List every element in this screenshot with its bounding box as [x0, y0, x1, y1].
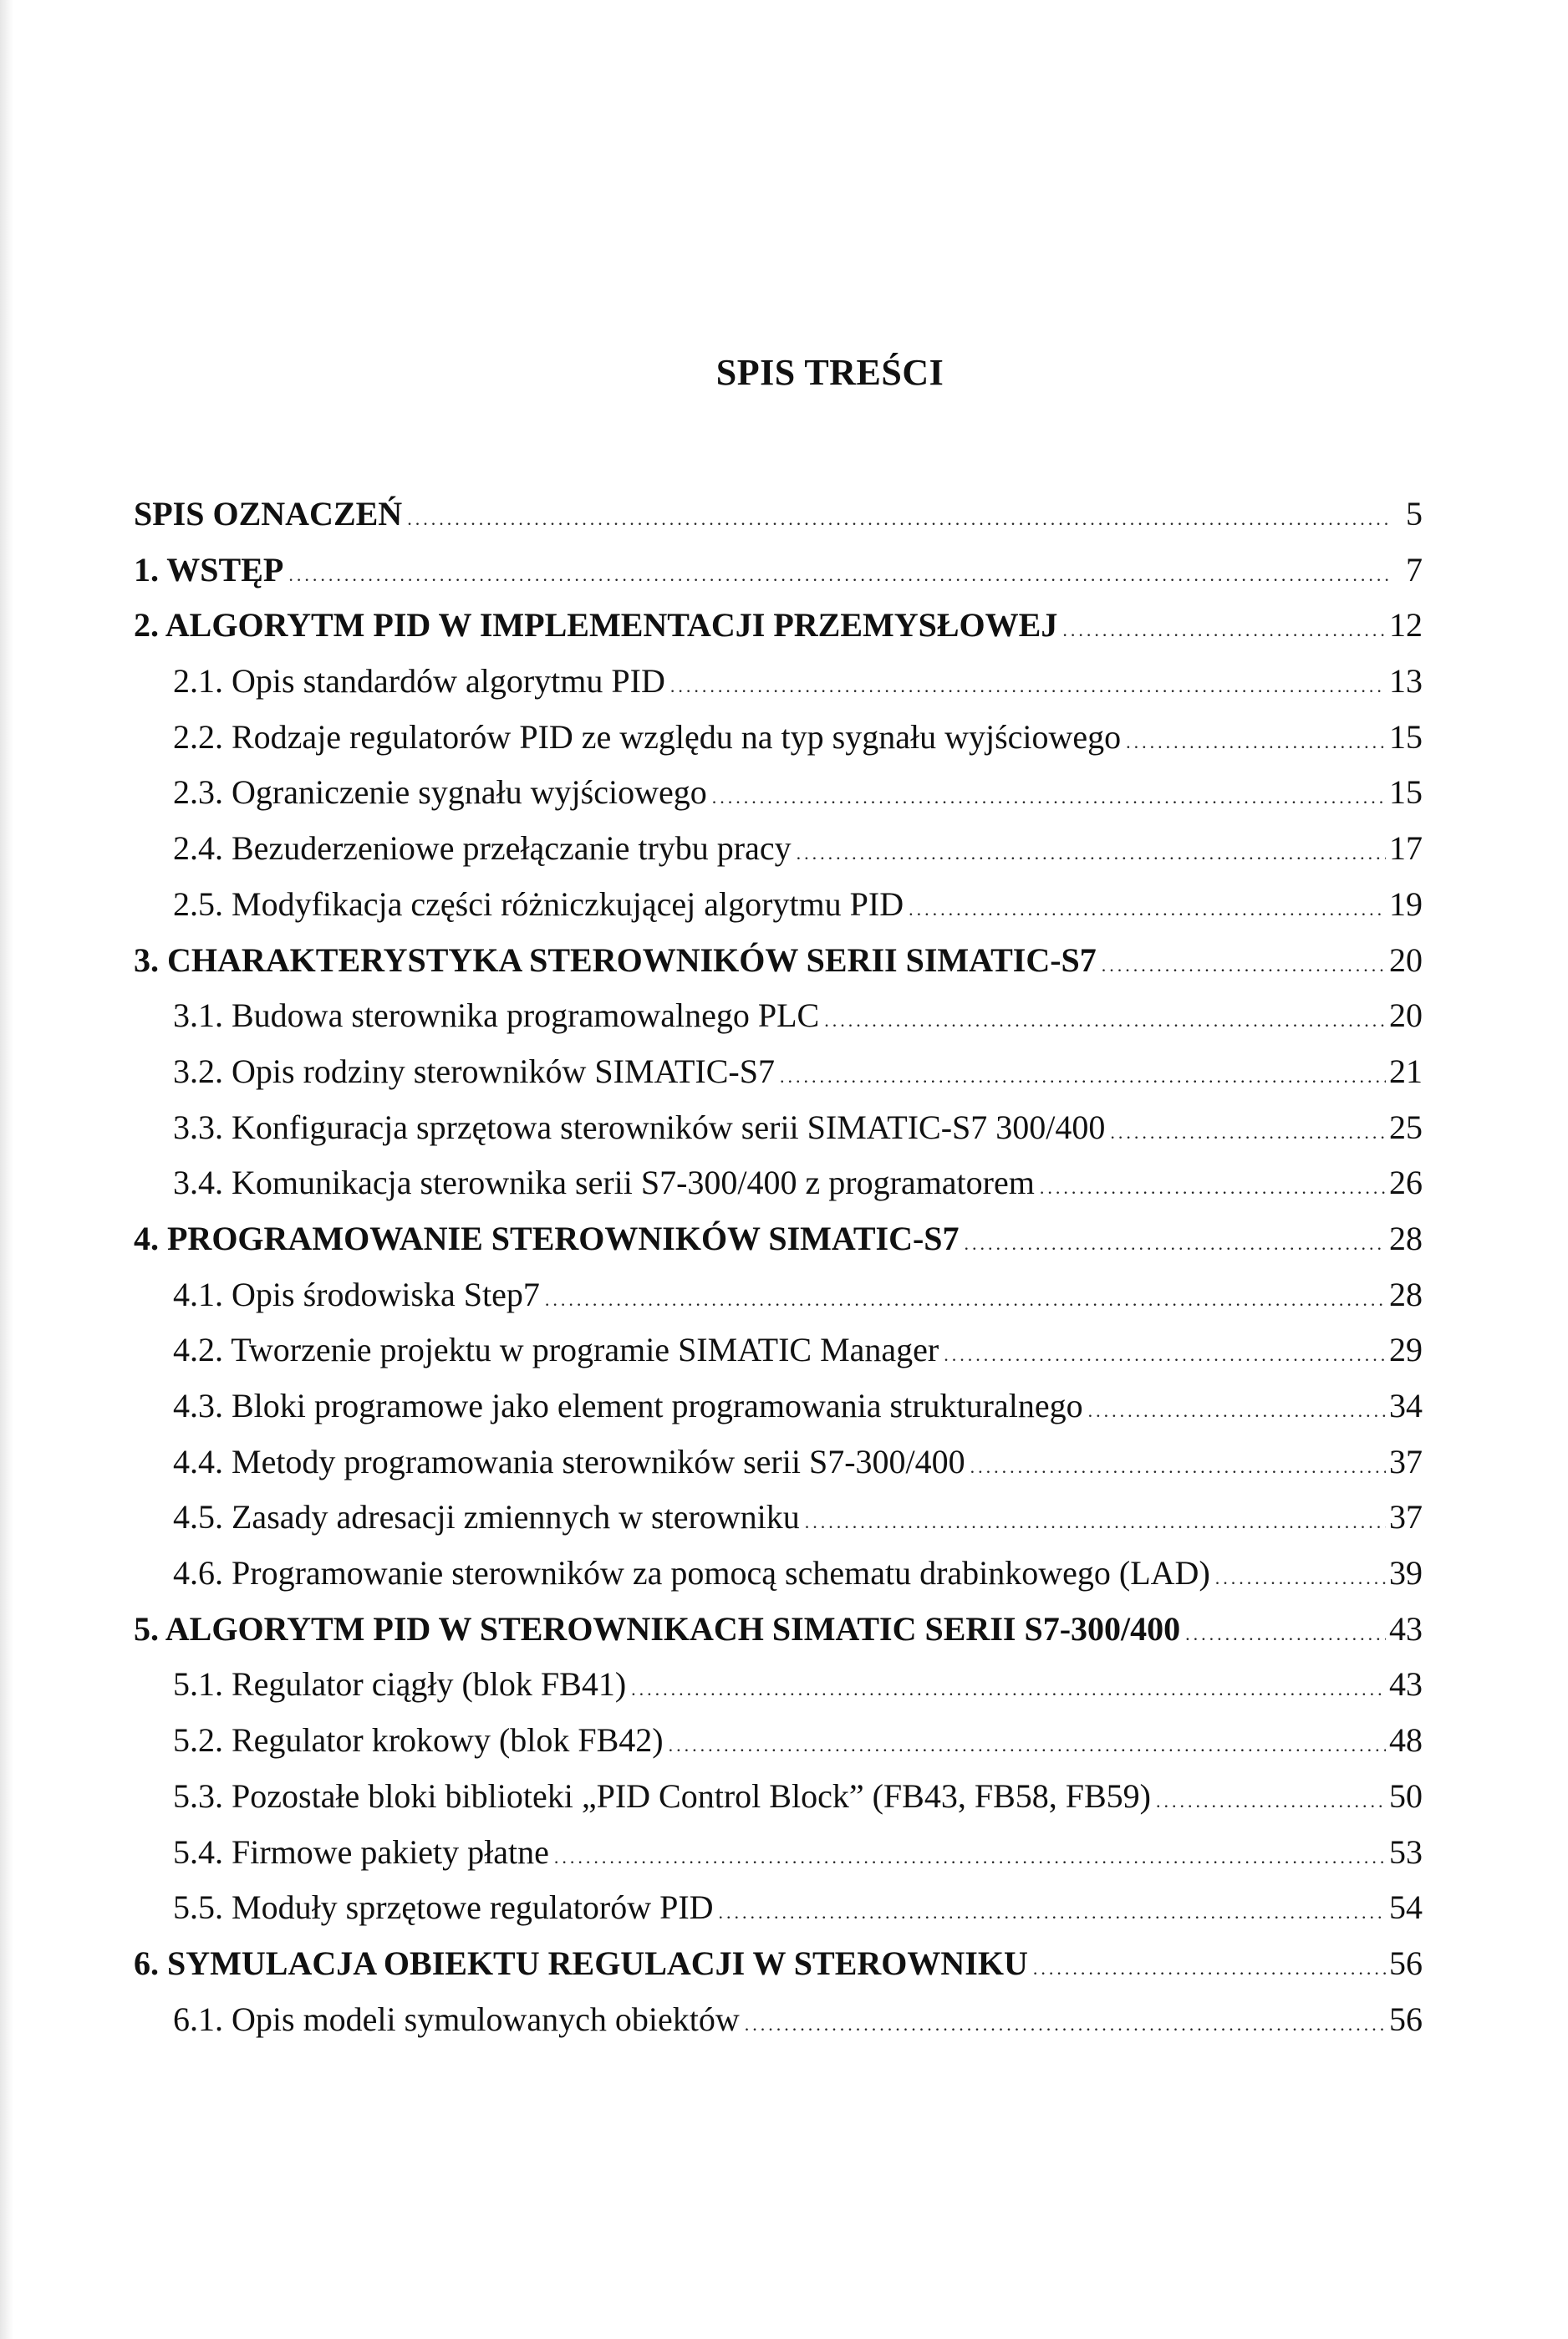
toc-entry-title: 5. ALGORYTM PID W STEROWNIKACH SIMATIC SERII S7-300/400 — [134, 1609, 1181, 1648]
toc-entry-title: 2.1. Opis standardów algorytmu PID — [173, 662, 665, 701]
toc-page-number: 26 — [1389, 1164, 1423, 1202]
toc-page-number: 13 — [1389, 662, 1423, 701]
dot-leader — [1040, 1169, 1386, 1207]
toc-section-entry — [134, 1721, 1423, 1777]
toc-page-number: 19 — [1389, 884, 1423, 923]
dot-leader — [780, 1057, 1386, 1096]
toc-entry-title: 3. CHARAKTERYSTYKA STEROWNIKÓW SERII SIMATIC-S7 — [134, 940, 1097, 979]
toc-page-number: 56 — [1389, 1944, 1423, 1982]
toc-section-entry — [134, 829, 1423, 885]
dot-leader — [1102, 946, 1386, 985]
toc-entry-title: 5.3. Pozostałe bloki biblioteki „PID Control Block” (FB43, FB58, FB59) — [173, 1776, 1151, 1815]
toc-page-number: 48 — [1389, 1721, 1423, 1760]
dot-leader — [745, 2005, 1386, 2044]
toc-section-entry — [134, 1833, 1423, 1889]
toc-entry-title: 3.3. Konfiguracja sprzętowa sterowników serii SIMATIC-S7 300/400 — [173, 1108, 1106, 1146]
toc-entry-title: 3.1. Budowa sterownika programowalnego PLC — [173, 996, 820, 1035]
toc-page-number: 5 — [1406, 495, 1423, 533]
toc-page-number: 28 — [1389, 1219, 1423, 1257]
toc-entry-title: 2.3. Ograniczenie sygnału wyjściowego — [173, 773, 707, 812]
dot-leader — [670, 667, 1386, 706]
toc-section-entry — [134, 1276, 1423, 1332]
toc-section-entry — [134, 773, 1423, 829]
toc-section-entry — [134, 1443, 1423, 1499]
table-of-contents — [134, 495, 1423, 2056]
toc-entry-title: 1. WSTĘP — [134, 550, 284, 589]
toc-entry-title: 5.4. Firmowe pakiety płatne — [173, 1832, 549, 1871]
toc-entry-title: 2. ALGORYTM PID W IMPLEMENTACJI PRZEMYSŁOWEJ — [134, 606, 1058, 645]
toc-page-number: 15 — [1389, 773, 1423, 812]
toc-entry-title: 4.4. Metody programowania sterowników serii S7-300/400 — [173, 1442, 965, 1480]
dot-leader — [1088, 1392, 1386, 1430]
toc-entry-title: 2.4. Bezuderzeniowe przełączanie trybu pracy — [173, 829, 792, 868]
dot-leader — [965, 1225, 1386, 1263]
dot-leader — [1033, 1949, 1386, 1988]
toc-page-number: 12 — [1389, 606, 1423, 645]
toc-entry-title: 3.4. Komunikacja sterownika serii S7-300/400 z programatorem — [173, 1164, 1035, 1202]
toc-page-number: 37 — [1389, 1498, 1423, 1536]
toc-chapter-entry — [134, 1944, 1423, 2000]
toc-section-entry — [134, 718, 1423, 774]
dot-leader — [1156, 1782, 1386, 1821]
toc-section-entry — [134, 1665, 1423, 1721]
toc-section-entry — [134, 1164, 1423, 1220]
dot-leader — [1062, 611, 1386, 650]
toc-page-number: 7 — [1406, 550, 1423, 589]
toc-page-number: 34 — [1389, 1387, 1423, 1424]
toc-page-number: 43 — [1389, 1609, 1423, 1648]
toc-page-number: 53 — [1389, 1832, 1423, 1871]
dot-leader — [545, 1281, 1386, 1319]
toc-chapter-entry — [134, 551, 1423, 607]
toc-section-entry — [134, 1777, 1423, 1833]
dot-leader — [554, 1838, 1386, 1877]
dot-leader — [970, 1448, 1386, 1486]
toc-page-number: 37 — [1389, 1442, 1423, 1480]
page-title: SPIS TREŚCI — [715, 352, 944, 394]
toc-chapter-entry — [134, 941, 1423, 997]
toc-page-number: 17 — [1389, 829, 1423, 868]
toc-section-entry — [134, 1331, 1423, 1387]
toc-section-entry — [134, 996, 1423, 1052]
toc-chapter-entry — [134, 495, 1423, 551]
toc-entry-title: 2.2. Rodzaje regulatorów PID ze względu na typ sygnału wyjściowego — [173, 717, 1122, 756]
dot-leader — [909, 890, 1386, 929]
dot-leader — [288, 556, 1389, 594]
toc-entry-title: 4.3. Bloki programowe jako element programowania strukturalnego — [173, 1387, 1083, 1424]
toc-entry-title: 5.2. Regulator krokowy (blok FB42) — [173, 1721, 664, 1760]
toc-chapter-entry — [134, 606, 1423, 662]
dot-leader — [669, 1726, 1386, 1765]
dot-leader — [944, 1336, 1386, 1374]
dot-leader — [631, 1670, 1386, 1709]
toc-entry-title: 4.6. Programowanie sterowników za pomocą schematu drabinkowego (LAD) — [173, 1554, 1210, 1592]
toc-page-number: 21 — [1389, 1052, 1423, 1090]
dot-leader — [712, 778, 1386, 817]
toc-entry-title: SPIS OZNACZEŃ — [134, 495, 403, 533]
dot-leader — [797, 834, 1386, 873]
toc-entry-title: 6.1. Opis modeli symulowanych obiektów — [173, 2000, 740, 2038]
toc-entry-title: 6. SYMULACJA OBIEKTU REGULACJI W STEROWNIKU — [134, 1944, 1028, 1982]
toc-page-number: 15 — [1389, 717, 1423, 756]
toc-entry-title: 4. PROGRAMOWANIE STEROWNIKÓW SIMATIC-S7 — [134, 1219, 960, 1257]
toc-section-entry — [134, 1888, 1423, 1944]
dot-leader — [407, 500, 1389, 538]
toc-page-number: 56 — [1389, 2000, 1423, 2038]
toc-section-entry — [134, 2000, 1423, 2056]
dot-leader — [805, 1503, 1386, 1541]
toc-page-number: 25 — [1389, 1108, 1423, 1146]
toc-section-entry — [134, 1052, 1423, 1108]
toc-chapter-entry — [134, 1220, 1423, 1276]
toc-entry-title: 5.5. Moduły sprzętowe regulatorów PID — [173, 1888, 714, 1927]
toc-page-number: 20 — [1389, 940, 1423, 979]
dot-leader — [719, 1893, 1386, 1932]
dot-leader — [824, 1001, 1386, 1040]
dot-leader — [1215, 1559, 1386, 1598]
toc-page-number: 20 — [1389, 996, 1423, 1035]
toc-page-number: 43 — [1389, 1665, 1423, 1704]
toc-section-entry — [134, 662, 1423, 718]
dot-leader — [1110, 1113, 1386, 1152]
toc-entry-title: 4.1. Opis środowiska Step7 — [173, 1275, 540, 1313]
toc-section-entry — [134, 1108, 1423, 1164]
toc-section-entry — [134, 1387, 1423, 1443]
dot-leader — [1185, 1615, 1386, 1654]
toc-chapter-entry — [134, 1610, 1423, 1666]
toc-entry-title: 4.5. Zasady adresacji zmiennych w sterowniku — [173, 1498, 800, 1536]
toc-page-number: 54 — [1389, 1888, 1423, 1927]
toc-page-number: 28 — [1389, 1275, 1423, 1313]
toc-entry-title: 4.2. Tworzenie projektu w programie SIMATIC Manager — [173, 1331, 939, 1369]
toc-page-number: 39 — [1389, 1554, 1423, 1592]
scan-edge-shadow — [0, 0, 13, 2339]
toc-entry-title: 5.1. Regulator ciągły (blok FB41) — [173, 1665, 627, 1704]
toc-section-entry — [134, 885, 1423, 941]
toc-entry-title: 3.2. Opis rodziny sterowników SIMATIC-S7 — [173, 1052, 775, 1090]
toc-section-entry — [134, 1498, 1423, 1554]
dot-leader — [1126, 723, 1386, 762]
toc-page-number: 29 — [1389, 1331, 1423, 1369]
toc-page-number: 50 — [1389, 1776, 1423, 1815]
toc-entry-title: 2.5. Modyfikacja części różniczkującej algorytmu PID — [173, 884, 904, 923]
toc-section-entry — [134, 1554, 1423, 1610]
